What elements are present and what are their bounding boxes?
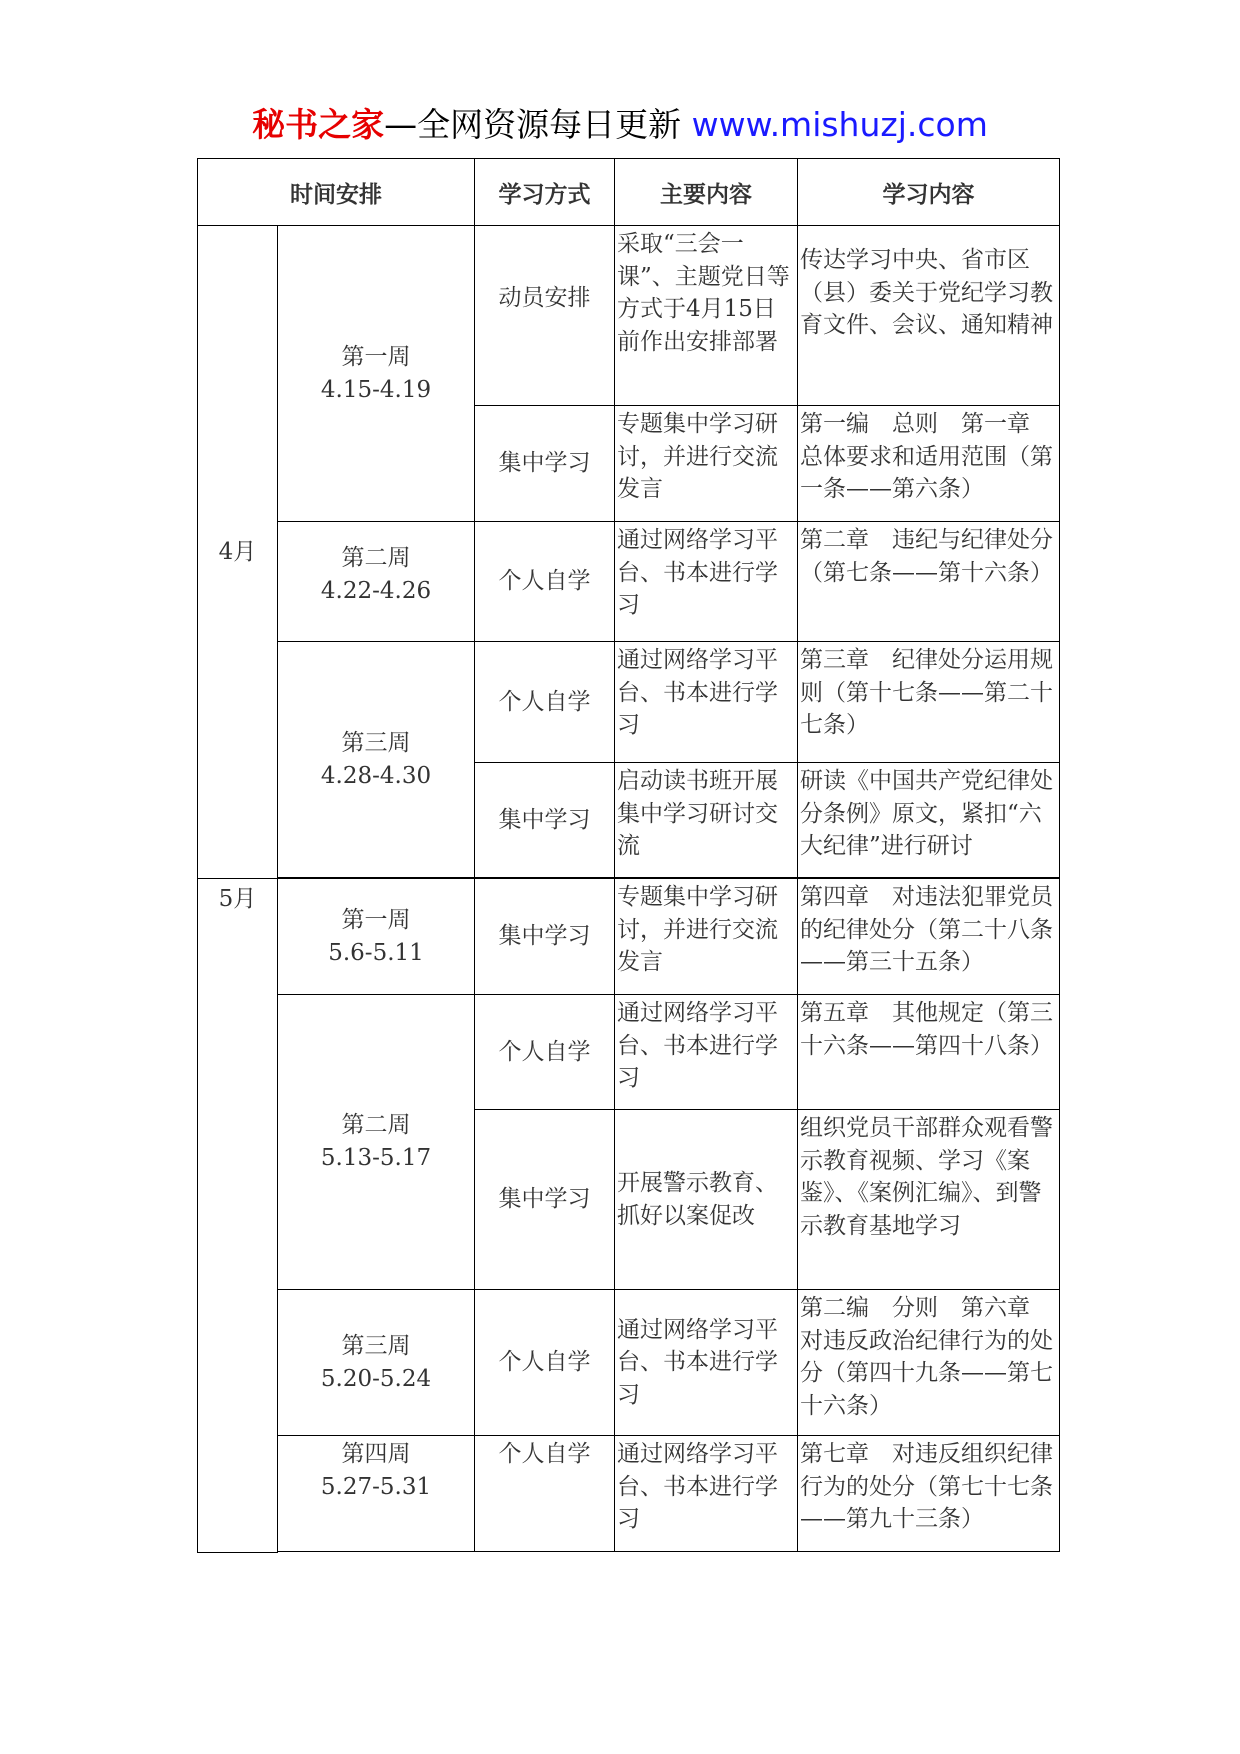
study-schedule-table: [197, 158, 1060, 1553]
page-header: [0, 100, 1240, 150]
method-cell: 个人自学: [475, 1290, 615, 1436]
week-dates: 5.13-5.17: [320, 1145, 432, 1171]
header-method: 学习方式: [475, 159, 615, 226]
spacer-row: [198, 1552, 1060, 1553]
week-cell: [278, 226, 475, 522]
week-dates: 5.6-5.11: [328, 939, 424, 966]
content-cell: 第二编 分则 第六章 对违反政治纪律行为的处分（第四十九条——第七十六条）: [798, 1290, 1060, 1436]
week-cell: [278, 1290, 475, 1436]
method-cell: 集中学习: [475, 406, 615, 522]
week-label: 第三周: [341, 1332, 411, 1359]
week-label: 第二周: [341, 545, 411, 571]
week-label: 第一周: [341, 343, 411, 370]
header-row: [198, 159, 1060, 226]
content-cell: 第一编 总则 第一章 总体要求和适用范围（第一条——第六条）: [798, 406, 1060, 522]
method-cell: 个人自学: [475, 642, 615, 763]
table-row: [198, 879, 1060, 995]
week-label: 第三周: [341, 729, 411, 756]
week-cell: [278, 522, 475, 642]
main-cell: 通过网络学习平台、书本进行学习: [615, 642, 798, 763]
week-cell: [278, 642, 475, 878]
method-cell: 集中学习: [475, 1110, 615, 1290]
week-cell: [278, 995, 475, 1290]
method-cell: 个人自学: [475, 1436, 615, 1552]
week-cell: [278, 1436, 475, 1552]
method-cell: 动员安排: [475, 226, 615, 406]
content-cell: 研读《中国共产党纪律处分条例》原文，紧扣“六大纪律”进行研讨: [798, 763, 1060, 878]
month-cell: 4月: [198, 226, 278, 879]
main-cell: 专题集中学习研讨，并进行交流发言: [615, 879, 798, 995]
table-row: [198, 522, 1060, 642]
header-main: 主要内容: [615, 159, 798, 226]
content-cell: 传达学习中央、省市区（县）委关于党纪学习教育文件、会议、通知精神: [798, 226, 1060, 406]
week-label: 第二周: [341, 1112, 411, 1138]
week-dates: 5.27-5.31: [320, 1474, 432, 1500]
method-cell: 个人自学: [475, 522, 615, 642]
week-cell: [278, 879, 475, 995]
content-cell: 第二章 违纪与纪律处分（第七条——第十六条）: [798, 522, 1060, 642]
method-cell: 集中学习: [475, 879, 615, 995]
slogan: —全网资源每日更新: [384, 105, 682, 144]
main-cell: 通过网络学习平台、书本进行学习: [615, 522, 798, 642]
content-cell: 第五章 其他规定（第三十六条——第四十八条）: [798, 995, 1060, 1110]
week-dates: 4.22-4.26: [320, 578, 432, 604]
main-cell: 通过网络学习平台、书本进行学习: [615, 1436, 798, 1552]
header-content: 学习内容: [798, 159, 1060, 226]
main-cell: 采取“三会一课”、主题党日等方式于4月15日前作出安排部署: [615, 226, 798, 406]
table-row: [198, 642, 1060, 763]
content-cell: 组织党员干部群众观看警示教育视频、学习《案鉴》、《案例汇编》、到警示教育基地学习: [798, 1110, 1060, 1290]
header-time: 时间安排: [198, 159, 475, 226]
week-dates: 5.20-5.24: [320, 1365, 432, 1392]
content-cell: 第三章 纪律处分运用规则（第十七条——第二十七条）: [798, 642, 1060, 763]
week-label: 第四周: [341, 1441, 411, 1467]
month-cell: 5月: [198, 879, 278, 1553]
content-cell: 第四章 对违法犯罪党员的纪律处分（第二十八条——第三十五条）: [798, 879, 1060, 995]
table-row: [198, 995, 1060, 1110]
week-dates: 4.15-4.19: [320, 376, 432, 403]
method-cell: 个人自学: [475, 995, 615, 1110]
method-cell: 集中学习: [475, 763, 615, 878]
table-row: [198, 1290, 1060, 1436]
main-cell: 启动读书班开展集中学习研讨交流: [615, 763, 798, 878]
website-link[interactable]: www.mishuzj.com: [691, 105, 988, 144]
main-cell: 通过网络学习平台、书本进行学习: [615, 995, 798, 1110]
main-cell: 专题集中学习研讨，并进行交流发言: [615, 406, 798, 522]
table-row: [198, 226, 1060, 406]
main-cell: 开展警示教育、抓好以案促改: [615, 1110, 798, 1290]
main-cell: 通过网络学习平台、书本进行学习: [615, 1290, 798, 1436]
table-row: [198, 1436, 1060, 1552]
content-cell: 第七章 对违反组织纪律行为的处分（第七十七条——第九十三条）: [798, 1436, 1060, 1552]
brand-name: 秘书之家: [252, 105, 385, 144]
week-dates: 4.28-4.30: [320, 762, 432, 789]
week-label: 第一周: [341, 906, 411, 933]
